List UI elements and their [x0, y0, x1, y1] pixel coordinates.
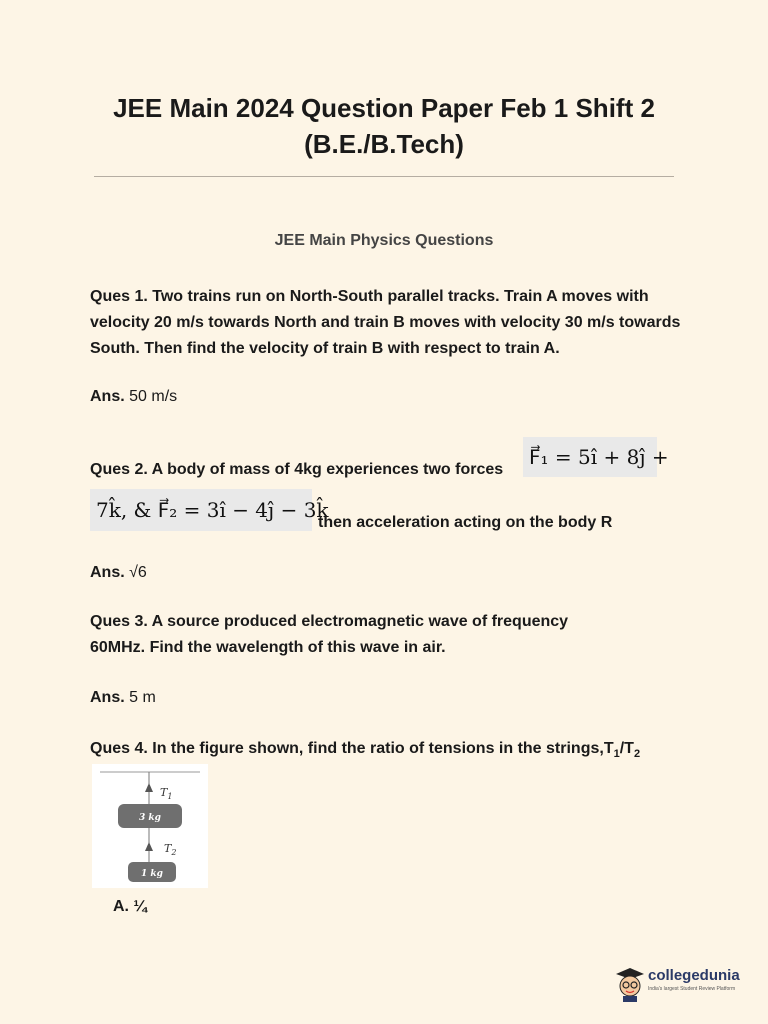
subscript-1: 1	[613, 748, 620, 761]
answer-label: Ans.	[90, 564, 125, 581]
answer-option-a: A. ¼	[113, 898, 147, 915]
tension-figure	[92, 764, 208, 888]
section-heading: JEE Main Physics Questions	[274, 232, 494, 249]
answer-label: Ans.	[90, 388, 125, 405]
title-line-2: (B.E./B.Tech)	[304, 129, 464, 159]
page-title	[60, 90, 708, 162]
answer-value: √6	[129, 564, 147, 581]
arrow-up-icon	[145, 783, 153, 792]
force-f2-formula: 7k̂, & F⃗₂ = 3î − 4ĵ − 3k̂	[90, 489, 312, 531]
question-4	[90, 736, 710, 767]
answer-2	[90, 562, 147, 584]
subscript-2: 2	[633, 748, 641, 761]
question-2: Ques 2. A body of mass of 4kg experiences two forces	[90, 461, 504, 478]
force-f1-formula: F⃗₁ = 5î + 8ĵ +	[523, 437, 657, 477]
block-1kg-label: 1 kg	[141, 869, 163, 879]
question-3: Ques 3. A source produced electromagnetic wave of frequency 60MHz. Find the wavelength of this wave in air.	[90, 613, 569, 656]
question-4-text: Ques 4. In the figure shown, find the ratio of tensions in the strings,T	[90, 740, 614, 757]
t1-label: $T_1$	[160, 786, 173, 801]
tension-diagram	[92, 764, 208, 888]
logo-tagline: India's largest Student Review Platform	[648, 986, 736, 992]
question-1: Ques 1. Two trains run on North-South parallel tracks. Train A moves with velocity 20 m/s towards North and train B moves with velocity 30 m/s towards South. Then find the velocity of train B with respect to train A.	[90, 288, 681, 357]
title-divider	[94, 176, 674, 177]
arrow-up-icon	[145, 842, 153, 851]
question-4-slash: /T	[619, 740, 634, 757]
answer-1	[90, 386, 177, 408]
block-3kg-label: 3 kg	[139, 813, 161, 823]
mascot-icon	[614, 964, 646, 1004]
question-2-continuation: then acceleration acting on the body R	[318, 514, 613, 531]
t2-label: $T_2$	[164, 842, 177, 857]
answer-label: Ans.	[90, 689, 125, 706]
answer-3	[90, 687, 156, 709]
answer-value: 50 m/s	[129, 388, 178, 405]
logo-wordmark: collegedunia	[648, 967, 740, 984]
title-line-1: JEE Main 2024 Question Paper Feb 1 Shift 2	[113, 93, 655, 123]
answer-value: 5 m	[129, 689, 156, 706]
collegedunia-logo	[614, 964, 744, 1004]
